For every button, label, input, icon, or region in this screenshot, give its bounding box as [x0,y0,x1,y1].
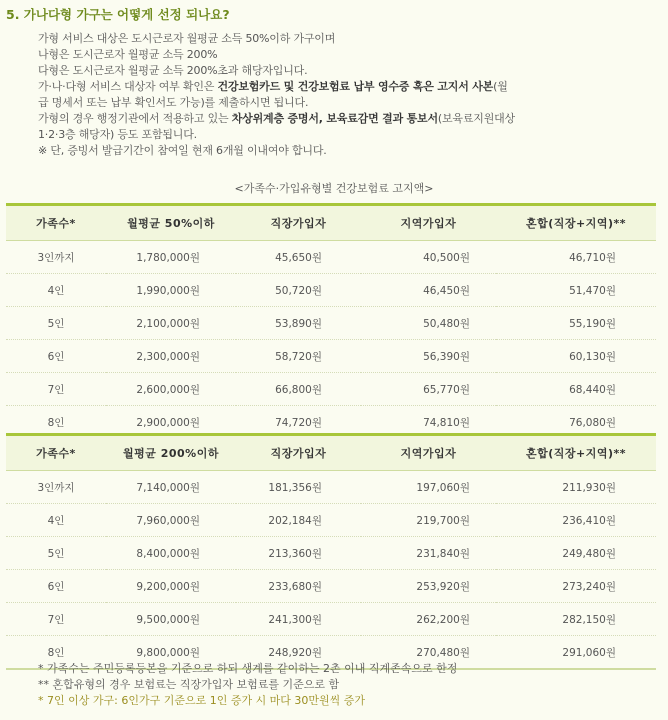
amount-cell: 2,300,000원 [106,340,236,373]
amount-cell: 273,240원 [496,570,656,603]
amount-cell: 9,800,000원 [106,636,236,670]
table-row [6,603,656,636]
amount-cell: 51,470원 [496,274,656,307]
table-row [6,570,656,603]
amount-cell: 213,360원 [236,537,361,570]
amount-cell: 56,390원 [361,340,496,373]
amount-cell: 9,200,000원 [106,570,236,603]
family-size-cell: 4인 [6,274,106,307]
column-header: 지역가입자 [361,435,496,471]
intro-text: 가형의 경우 행정기관에서 적용하고 있는 [38,112,232,125]
intro-line: 급 명세서 또는 납부 확인서도 가능)를 제출하시면 됩니다. [38,96,309,109]
column-header: 혼합(직장+지역)** [496,435,656,471]
amount-cell: 262,200원 [361,603,496,636]
family-size-cell: 6인 [6,340,106,373]
amount-cell: 55,190원 [496,307,656,340]
column-header: 가족수* [6,435,106,471]
table-header-row [6,205,656,241]
amount-cell: 231,840원 [361,537,496,570]
table-row [6,307,656,340]
family-size-cell: 5인 [6,307,106,340]
footnote: ** 혼합유형의 경우 보험료는 직장가입자 보험료를 기준으로 함 [38,678,340,691]
amount-cell: 197,060원 [361,471,496,504]
amount-cell: 7,140,000원 [106,471,236,504]
amount-cell: 65,770원 [361,373,496,406]
table-row [6,274,656,307]
amount-cell: 2,600,000원 [106,373,236,406]
intro-emphasis: 차상위계층 증명서, 보육료감면 결과 통보서 [231,112,438,125]
family-size-cell: 8인 [6,636,106,670]
footnote: * 가족수는 주민등록등본을 기준으로 하되 생계를 같이하는 2촌 이내 직계존속으로 한정 [38,662,458,675]
column-header: 월평균 200%이하 [106,435,236,471]
amount-cell: 181,356원 [236,471,361,504]
amount-cell: 282,150원 [496,603,656,636]
amount-cell: 2,100,000원 [106,307,236,340]
column-header: 월평균 50%이하 [106,205,236,241]
fee-table-200 [6,433,656,670]
fee-table-50 [6,203,656,440]
intro-line [38,111,658,127]
amount-cell: 7,960,000원 [106,504,236,537]
intro-line [38,79,658,95]
intro-line: 가형 서비스 대상은 도시근로자 월평균 소득 50%이하 가구이며 [38,32,336,45]
amount-cell: 50,480원 [361,307,496,340]
family-size-cell: 3인까지 [6,241,106,274]
column-header: 직장가입자 [236,205,361,241]
amount-cell: 249,480원 [496,537,656,570]
amount-cell: 253,920원 [361,570,496,603]
amount-cell: 270,480원 [361,636,496,670]
table-caption: <가족수·가입유형별 건강보험료 고지액> [234,182,434,195]
amount-cell: 9,500,000원 [106,603,236,636]
intro-paragraph [38,31,658,159]
footnote-highlight: * 7인 이상 가구: 6인가구 기준으로 1인 증가 시 마다 30만원씩 증가 [38,694,366,707]
family-size-cell: 6인 [6,570,106,603]
section-heading: 5. 가나다형 가구는 어떻게 선정 되나요? [6,7,230,22]
table-header-row [6,435,656,471]
amount-cell: 53,890원 [236,307,361,340]
column-header: 혼합(직장+지역)** [496,205,656,241]
amount-cell: 58,720원 [236,340,361,373]
family-size-cell: 3인까지 [6,471,106,504]
intro-note: ※ 단, 증빙서 발급기간이 참여일 현재 6개월 이내여야 합니다. [38,144,327,157]
intro-text: (보육료지원대상 [437,112,515,125]
family-size-cell: 7인 [6,603,106,636]
intro-line: 1·2·3층 해당자) 등도 포함됩니다. [38,128,197,141]
intro-text: 가·나·다형 서비스 대상자 여부 확인은 [38,80,218,93]
amount-cell: 202,184원 [236,504,361,537]
intro-line: 나형은 도시근로자 월평균 소득 200% [38,48,218,61]
family-size-cell: 8인 [6,406,106,440]
amount-cell: 236,410원 [496,504,656,537]
table-row [6,471,656,504]
column-header: 직장가입자 [236,435,361,471]
amount-cell: 248,920원 [236,636,361,670]
amount-cell: 76,080원 [496,406,656,440]
amount-cell: 50,720원 [236,274,361,307]
table-row [6,241,656,274]
amount-cell: 8,400,000원 [106,537,236,570]
family-size-cell: 4인 [6,504,106,537]
amount-cell: 46,710원 [496,241,656,274]
amount-cell: 291,060원 [496,636,656,670]
family-size-cell: 5인 [6,537,106,570]
amount-cell: 1,990,000원 [106,274,236,307]
amount-cell: 66,800원 [236,373,361,406]
amount-cell: 40,500원 [361,241,496,274]
amount-cell: 219,700원 [361,504,496,537]
family-size-cell: 7인 [6,373,106,406]
footnotes [38,661,457,709]
column-header: 지역가입자 [361,205,496,241]
amount-cell: 46,450원 [361,274,496,307]
table-row [6,504,656,537]
amount-cell: 74,810원 [361,406,496,440]
amount-cell: 45,650원 [236,241,361,274]
column-header: 가족수* [6,205,106,241]
table-row [6,373,656,406]
amount-cell: 241,300원 [236,603,361,636]
table-row [6,537,656,570]
amount-cell: 2,900,000원 [106,406,236,440]
amount-cell: 60,130원 [496,340,656,373]
amount-cell: 68,440원 [496,373,656,406]
table-row [6,340,656,373]
amount-cell: 1,780,000원 [106,241,236,274]
amount-cell: 74,720원 [236,406,361,440]
amount-cell: 233,680원 [236,570,361,603]
intro-line: 다형은 도시근로자 월평균 소득 200%초과 해당자입니다. [38,64,308,77]
amount-cell: 211,930원 [496,471,656,504]
intro-emphasis: 건강보험카드 및 건강보험료 납부 영수증 혹은 고지서 사본 [217,80,494,93]
intro-text: (월 [493,80,508,93]
